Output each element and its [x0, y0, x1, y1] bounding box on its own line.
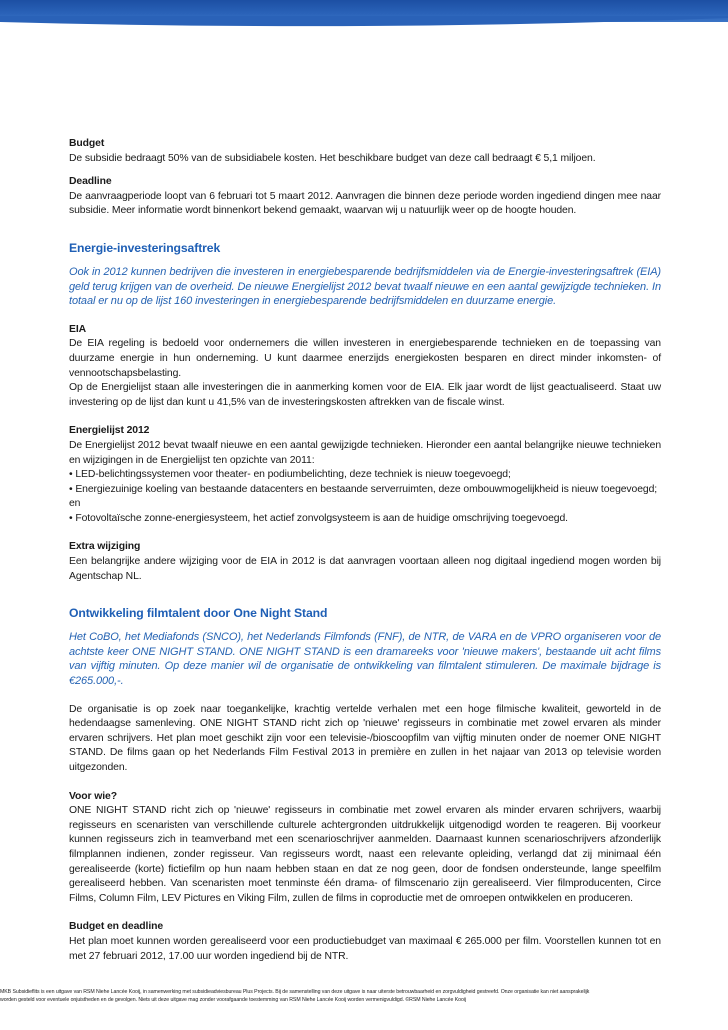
eia-text-1: De EIA regeling is bedoeld voor ondernemers die willen investeren in energiebesparende technieken en de toepassing van duurzame energie in hun onderneming. U kunt daarmee enerzijds energiekosten besparen en direct minder inkomsten- of vennootschapsbelasting.: [69, 338, 661, 379]
deadline-heading: Deadline: [69, 176, 112, 188]
voor-wie-text: ONE NIGHT STAND richt zich op 'nieuwe' regisseurs in combinatie met zowel ervaren als minder ervaren schrijvers, waarbij regisseurs en scenaristen van verschillende culturele achtergronden uitdrukkelijk uitgenodigd worden te reageren. Bij voorkeur kunnen regisseurs zich in teamverband met een scenarioschrijver aanmelden. Daarnaast kunnen scenarioschrijvers afzonderlijk filmplannen indienen, zonder regisseur. Van regisseurs wordt, naast een relevante opleiding, verlangd dat zij minimaal één gerealiseerde (korte) fictiefilm op hun naam hebben staan en dat ze nog geen, door de fondsen ondersteunde, lange speelfilm gerealiseerd hebben. Van scenaristen moet tenminste één drama- of filmscenario zijn gerealiseerd. Vier filmproducenten, Circe Films, Column Film, LEV Pictures en Viking Film, zullen de films in coproductie met de omroepen ontwikkelen en produceren.: [69, 805, 661, 904]
eia-heading: EIA: [69, 323, 87, 335]
footer-line-2: worden gesteld voor eventuele onjuistheden en de gevolgen. Niets uit deze uitgave mag zonder voorafgaande toestemming van RSM Niehe Lancée Kooij worden vermenigvuldigd. ©RSM Niehe Lancée Kooij: [0, 997, 467, 1003]
eia-text-2: Op de Energielijst staan alle investeringen die in aanmerking komen voor de EIA. Elk jaar wordt de lijst geactualiseerd. Staat uw investering op de lijst dan kunt u 41,5% van de investeringskosten aftrekken van de fiscale winst.: [69, 382, 661, 408]
deadline-text: De aanvraagperiode loopt van 6 februari tot 5 maart 2012. Aanvragen die binnen deze periode worden ingediend dingen mee naar subsidie. Meer informatie wordt binnenkort bekend gemaakt, waarvan wij u natuurlijk weer op de hoogte houden.: [69, 190, 661, 217]
list-item: • Fotovoltaïsche zonne-energiesysteem, het actief zonvolgsysteem is aan de huidige omschrijving toegevoegd.: [69, 512, 568, 524]
header-curve: [0, 16, 728, 30]
footer-disclaimer: [0, 988, 728, 1004]
film-body: De organisatie is op zoek naar toegankelijke, krachtig vertelde verhalen met een hoge filmische kwaliteit, geworteld in de hedendaagse samenleving. ONE NIGHT STAND richt zich op 'nieuwe' regisseurs in combinatie met zowel ervaren als minder ervaren schrijvers. Het plan moet geschikt zijn voor een televisie-/bioscoopfilm van vijftig minuten onder de noemer ONE NIGHT STAND. De films gaan op het Nederlands Film Festival 2013 in première en zullen in het najaar van 2013 op televisie worden uitgezonden.: [69, 703, 661, 773]
film-intro: Het CoBO, het Mediafonds (SNCO), het Nederlands Filmfonds (FNF), de NTR, de VARA en de VPRO organiseren voor de achtste keer ONE NIGHT STAND. ONE NIGHT STAND is een dramareeks voor 'nieuwe makers', bestaande uit acht films van vijftig minuten. Op deze manier wil de organisatie de ontwikkeling van filmtalent stimuleren. De maximale bijdrage is €265.000,-.: [69, 631, 661, 688]
energielijst-heading: Energielijst 2012: [69, 425, 150, 437]
budget-deadline-text: Het plan moet kunnen worden gerealiseerd voor een productiebudget van maximaal € 265.000 per film. Voorstellen kunnen tot en met 27 februari 2012, 17.00 uur worden ingediend bij de NTR.: [69, 935, 661, 962]
eia-intro: Ook in 2012 kunnen bedrijven die investeren in energiebesparende bedrijfsmiddelen via de Energie-investeringsaftrek (EIA) geld terug krijgen van de overheid. De nieuwe Energielijst 2012 bevat twaalf nieuwe en een aantal gewijzigde technieken. In totaal er nu op de lijst 160 investeringen in energiebesparende bedrijfsmiddelen en duurzame energie.: [69, 265, 661, 308]
budget-deadline-heading: Budget en deadline: [69, 921, 164, 933]
eia-section-title: Energie-investeringsaftrek: [69, 240, 221, 255]
list-item: • Energiezuinige koeling van bestaande datacenters en bestaande serverruimten, deze ombouwmogelijkheid is nieuw toegevoegd; en: [69, 483, 658, 510]
document-body: [69, 137, 661, 964]
budget-text: De subsidie bedraagt 50% van de subsidiabele kosten. Het beschikbare budget van deze call bedraagt € 5,1 miljoen.: [69, 152, 596, 164]
voor-wie-heading: Voor wie?: [69, 790, 117, 802]
extra-text: Een belangrijke andere wijziging voor de EIA in 2012 is dat aanvragen voortaan alleen nog digitaal ingediend mogen worden bij Agentschap NL.: [69, 556, 661, 582]
budget-heading: Budget: [69, 138, 105, 149]
energielijst-text: De Energielijst 2012 bevat twaalf nieuwe en een aantal gewijzigde technieken. Hieronder een aantal belangrijke nieuwe technieken en wijzigingen in de Energielijst ten opzichte van 2011:: [69, 439, 661, 466]
footer-line-1: MKB Subsidieflits is een uitgave van RSM Niehe Lancée Kooij, in samenwerking met subsidieadviesbureau Plus Projects. Bij de samenstelling van deze uitgave is naar uiterste betrouwbaarheid en zorgvuldigheid gestreefd. Onze organisatie kan niet aansprakelijk: [0, 989, 590, 995]
list-item: • LED-belichtingssystemen voor theater- en podiumbelichting, deze techniek is nieuw toegevoegd;: [69, 469, 511, 481]
film-section-title: Ontwikkeling filmtalent door One Night Stand: [69, 606, 328, 621]
extra-heading: Extra wijziging: [69, 541, 141, 553]
